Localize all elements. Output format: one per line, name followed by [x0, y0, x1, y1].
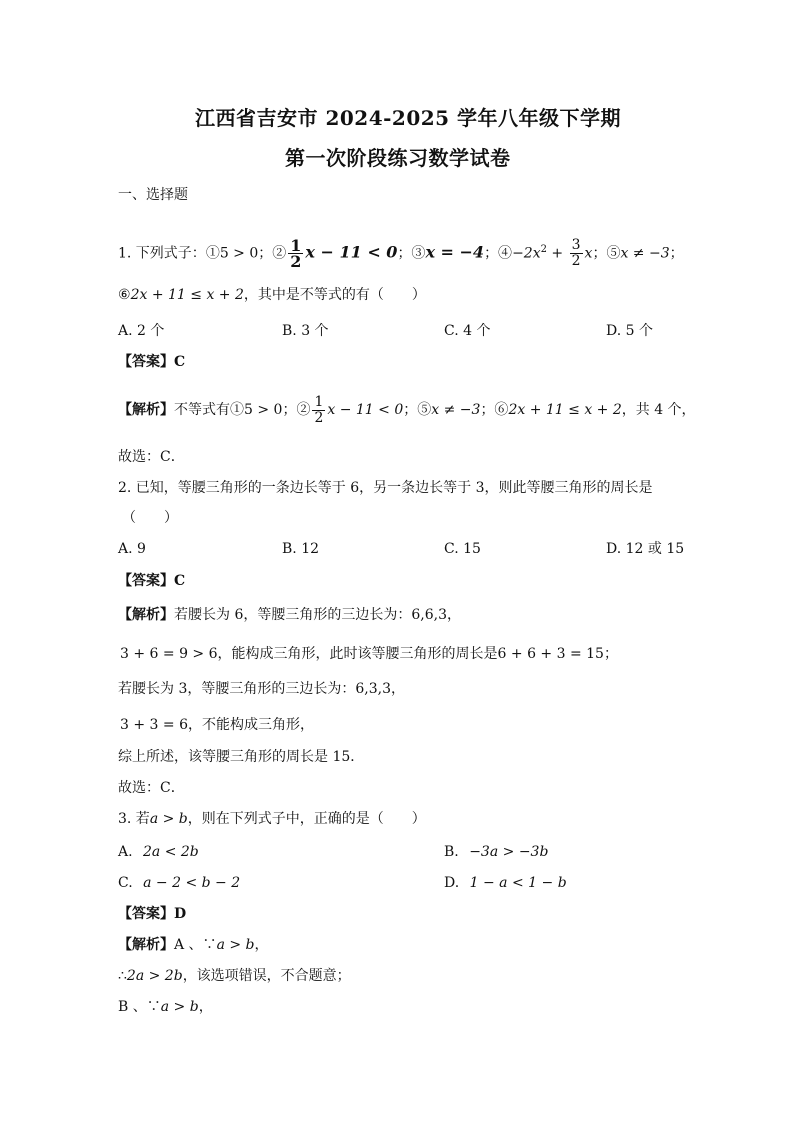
q1-mark-5-end: ； [669, 245, 684, 262]
q2-line3-end: ， [390, 681, 405, 697]
q1-analysis-label: 【解析】 [118, 402, 174, 418]
q2-option-b: B. 12 [282, 541, 320, 557]
q1-option-c: C. 4 个 [444, 323, 491, 339]
q3-b-line-text: B 、∵ [118, 999, 161, 1015]
q2-analysis-line4 [120, 716, 314, 734]
q3-option-d-math: 1 − a < 1 − b [469, 875, 567, 891]
q2-line2-end: ； [603, 646, 618, 662]
q1-expr-4a: −2x [512, 245, 541, 262]
q3-option-a [118, 843, 199, 861]
q1-analysis-end: ，共 4 个， [621, 402, 696, 418]
q1-expr-4c: x [584, 245, 593, 262]
q1-mark-4: ；④ [484, 245, 513, 262]
q3-stem-a: 3. 若 [118, 811, 150, 827]
q3-a-line-end: ， [254, 937, 269, 953]
q2-analysis-line3 [118, 680, 405, 698]
q2-option-d: D. 12 或 15 [606, 541, 685, 557]
q1-expr-1: 5 > 0 [219, 245, 259, 262]
section-heading: 一、选择题 [118, 187, 188, 203]
q1-conclusion: 故选：C． [118, 449, 185, 465]
q1-expr-4b: + [546, 245, 568, 262]
q2-line3-math: 6,3,3 [355, 681, 391, 697]
q1-analysis-e2: x − 11 < 0 [327, 402, 404, 418]
q2-line1-text: 若腰长为 6，等腰三角形的三边长为： [174, 607, 412, 623]
q3-b-line-math: a > b [160, 999, 199, 1015]
q1-mark-5: ；⑤ [592, 245, 621, 262]
q3-option-c [118, 874, 240, 892]
q3-option-b [444, 843, 548, 861]
q1-expr-2: x − 11 < 0 [305, 242, 398, 262]
q3-option-a-label: A. [118, 844, 138, 860]
q3-a-line-math: a > b [216, 937, 255, 953]
q1-analysis-e5: x ≠ −3 [431, 402, 481, 418]
q1-analysis-d: ；⑥ [480, 402, 509, 418]
q3-option-d-label: D. [444, 875, 464, 891]
question-1-stem [118, 230, 684, 274]
q2-analysis-line2 [120, 645, 618, 663]
q2-line2-math2: 6 + 6 + 3 = 15 [497, 646, 604, 662]
q1-expr-4-exp: 2 [540, 244, 547, 255]
q3-a-line2-math: 2a > 2b [126, 968, 183, 984]
question-3-stem [118, 810, 426, 828]
q1-analysis [118, 392, 696, 428]
q1-expr-5: x ≠ −3 [620, 245, 670, 262]
q1-prefix: 1. 下列式子： [118, 245, 206, 262]
q1-answer: 【答案】C [118, 354, 186, 370]
q1-frac4-den: 2 [571, 253, 581, 270]
question-2-stem-line2: （ ） [122, 510, 178, 526]
q3-option-b-label: B. [444, 844, 464, 860]
q1-mark-2: ；② [258, 245, 287, 262]
q1-analysis-fraction [312, 395, 325, 426]
q2-answer: 【答案】C [118, 573, 186, 589]
question-1-stem-line2 [118, 286, 426, 304]
q1-mark-6: ⑥ [118, 287, 131, 303]
q3-answer: 【答案】D [118, 906, 187, 922]
q1-expr-6: 2x + 11 ≤ x + 2 [130, 287, 244, 303]
q3-stem-b: ，则在下列式子中，正确的是（ ） [187, 811, 426, 827]
q1-stem-end: ，其中是不等式的有（ ） [243, 287, 426, 303]
q1-frac-num: 1 [290, 236, 302, 256]
q3-option-a-math: 2a < 2b [143, 844, 199, 860]
q2-analysis-line5: 综上所述，该等腰三角形的周长是 15． [118, 749, 365, 765]
q2-option-c: C. 15 [444, 541, 481, 557]
q3-analysis-line1 [118, 936, 269, 954]
q3-option-b-math: −3a > −3b [469, 844, 549, 860]
q1-option-a: A. 2 个 [118, 323, 165, 339]
q3-analysis-line3 [118, 998, 213, 1016]
q1-expr-3: x = −4 [425, 242, 485, 262]
q3-b-line-end: ， [198, 999, 213, 1015]
q3-a-line2-sym: ∴ [118, 968, 127, 984]
q2-line4-math: 3 + 3 = 6 [120, 717, 188, 733]
q2-conclusion: 故选：C． [118, 780, 185, 796]
q3-a-line-text: A 、∵ [174, 937, 217, 953]
q1-frac4-num: 3 [571, 237, 581, 254]
q2-line2-text: ，能构成三角形，此时该等腰三角形的周长是 [217, 646, 498, 662]
q1-fraction-4 [570, 238, 583, 269]
q1-analysis-a: 不等式有① [174, 402, 244, 418]
q2-option-a: A. 9 [118, 541, 146, 557]
q1-option-b: B. 3 个 [282, 323, 329, 339]
question-2-stem: 2. 已知，等腰三角形的一条边长等于 6，另一条边长等于 3，则此等腰三角形的周长是 [118, 480, 653, 496]
q3-stem-math: a > b [149, 811, 188, 827]
q1-mark-3: ；③ [397, 245, 426, 262]
q3-option-d [444, 874, 567, 892]
q1-analysis-b: ；② [282, 402, 311, 418]
q2-analysis-line1 [118, 606, 461, 624]
q1-analysis-frac-den: 2 [314, 409, 324, 426]
q1-fraction [288, 236, 303, 272]
page-subtitle: 第一次阶段练习数学试卷 [285, 146, 511, 170]
q3-option-c-label: C. [118, 875, 138, 891]
q2-line3-text: 若腰长为 3，等腰三角形的三边长为： [118, 681, 356, 697]
q2-line1-math: 6,6,3 [411, 607, 447, 623]
q3-analysis-line2 [118, 967, 351, 985]
q3-a-line2-text: ，该选项错误，不合题意； [182, 968, 351, 984]
q1-option-d: D. 5 个 [606, 323, 653, 339]
q1-frac-den: 2 [290, 252, 302, 272]
q2-line4-text: ，不能构成三角形， [187, 717, 314, 733]
page-title: 江西省吉安市 2024-2025 学年八年级下学期 [195, 106, 622, 130]
q1-analysis-c: ；⑤ [403, 402, 432, 418]
q3-analysis-label: 【解析】 [118, 937, 174, 953]
q2-analysis-label: 【解析】 [118, 607, 174, 623]
q2-line2-math1: 3 + 6 = 9 > 6 [120, 646, 218, 662]
q1-analysis-e1: 5 > 0 [244, 402, 283, 418]
q2-line1-end: ， [446, 607, 461, 623]
q1-mark-1: ① [205, 245, 220, 262]
q1-analysis-e6: 2x + 11 ≤ x + 2 [508, 402, 622, 418]
q1-analysis-frac-num: 1 [314, 393, 324, 410]
q3-option-c-math: a − 2 < b − 2 [143, 875, 241, 891]
